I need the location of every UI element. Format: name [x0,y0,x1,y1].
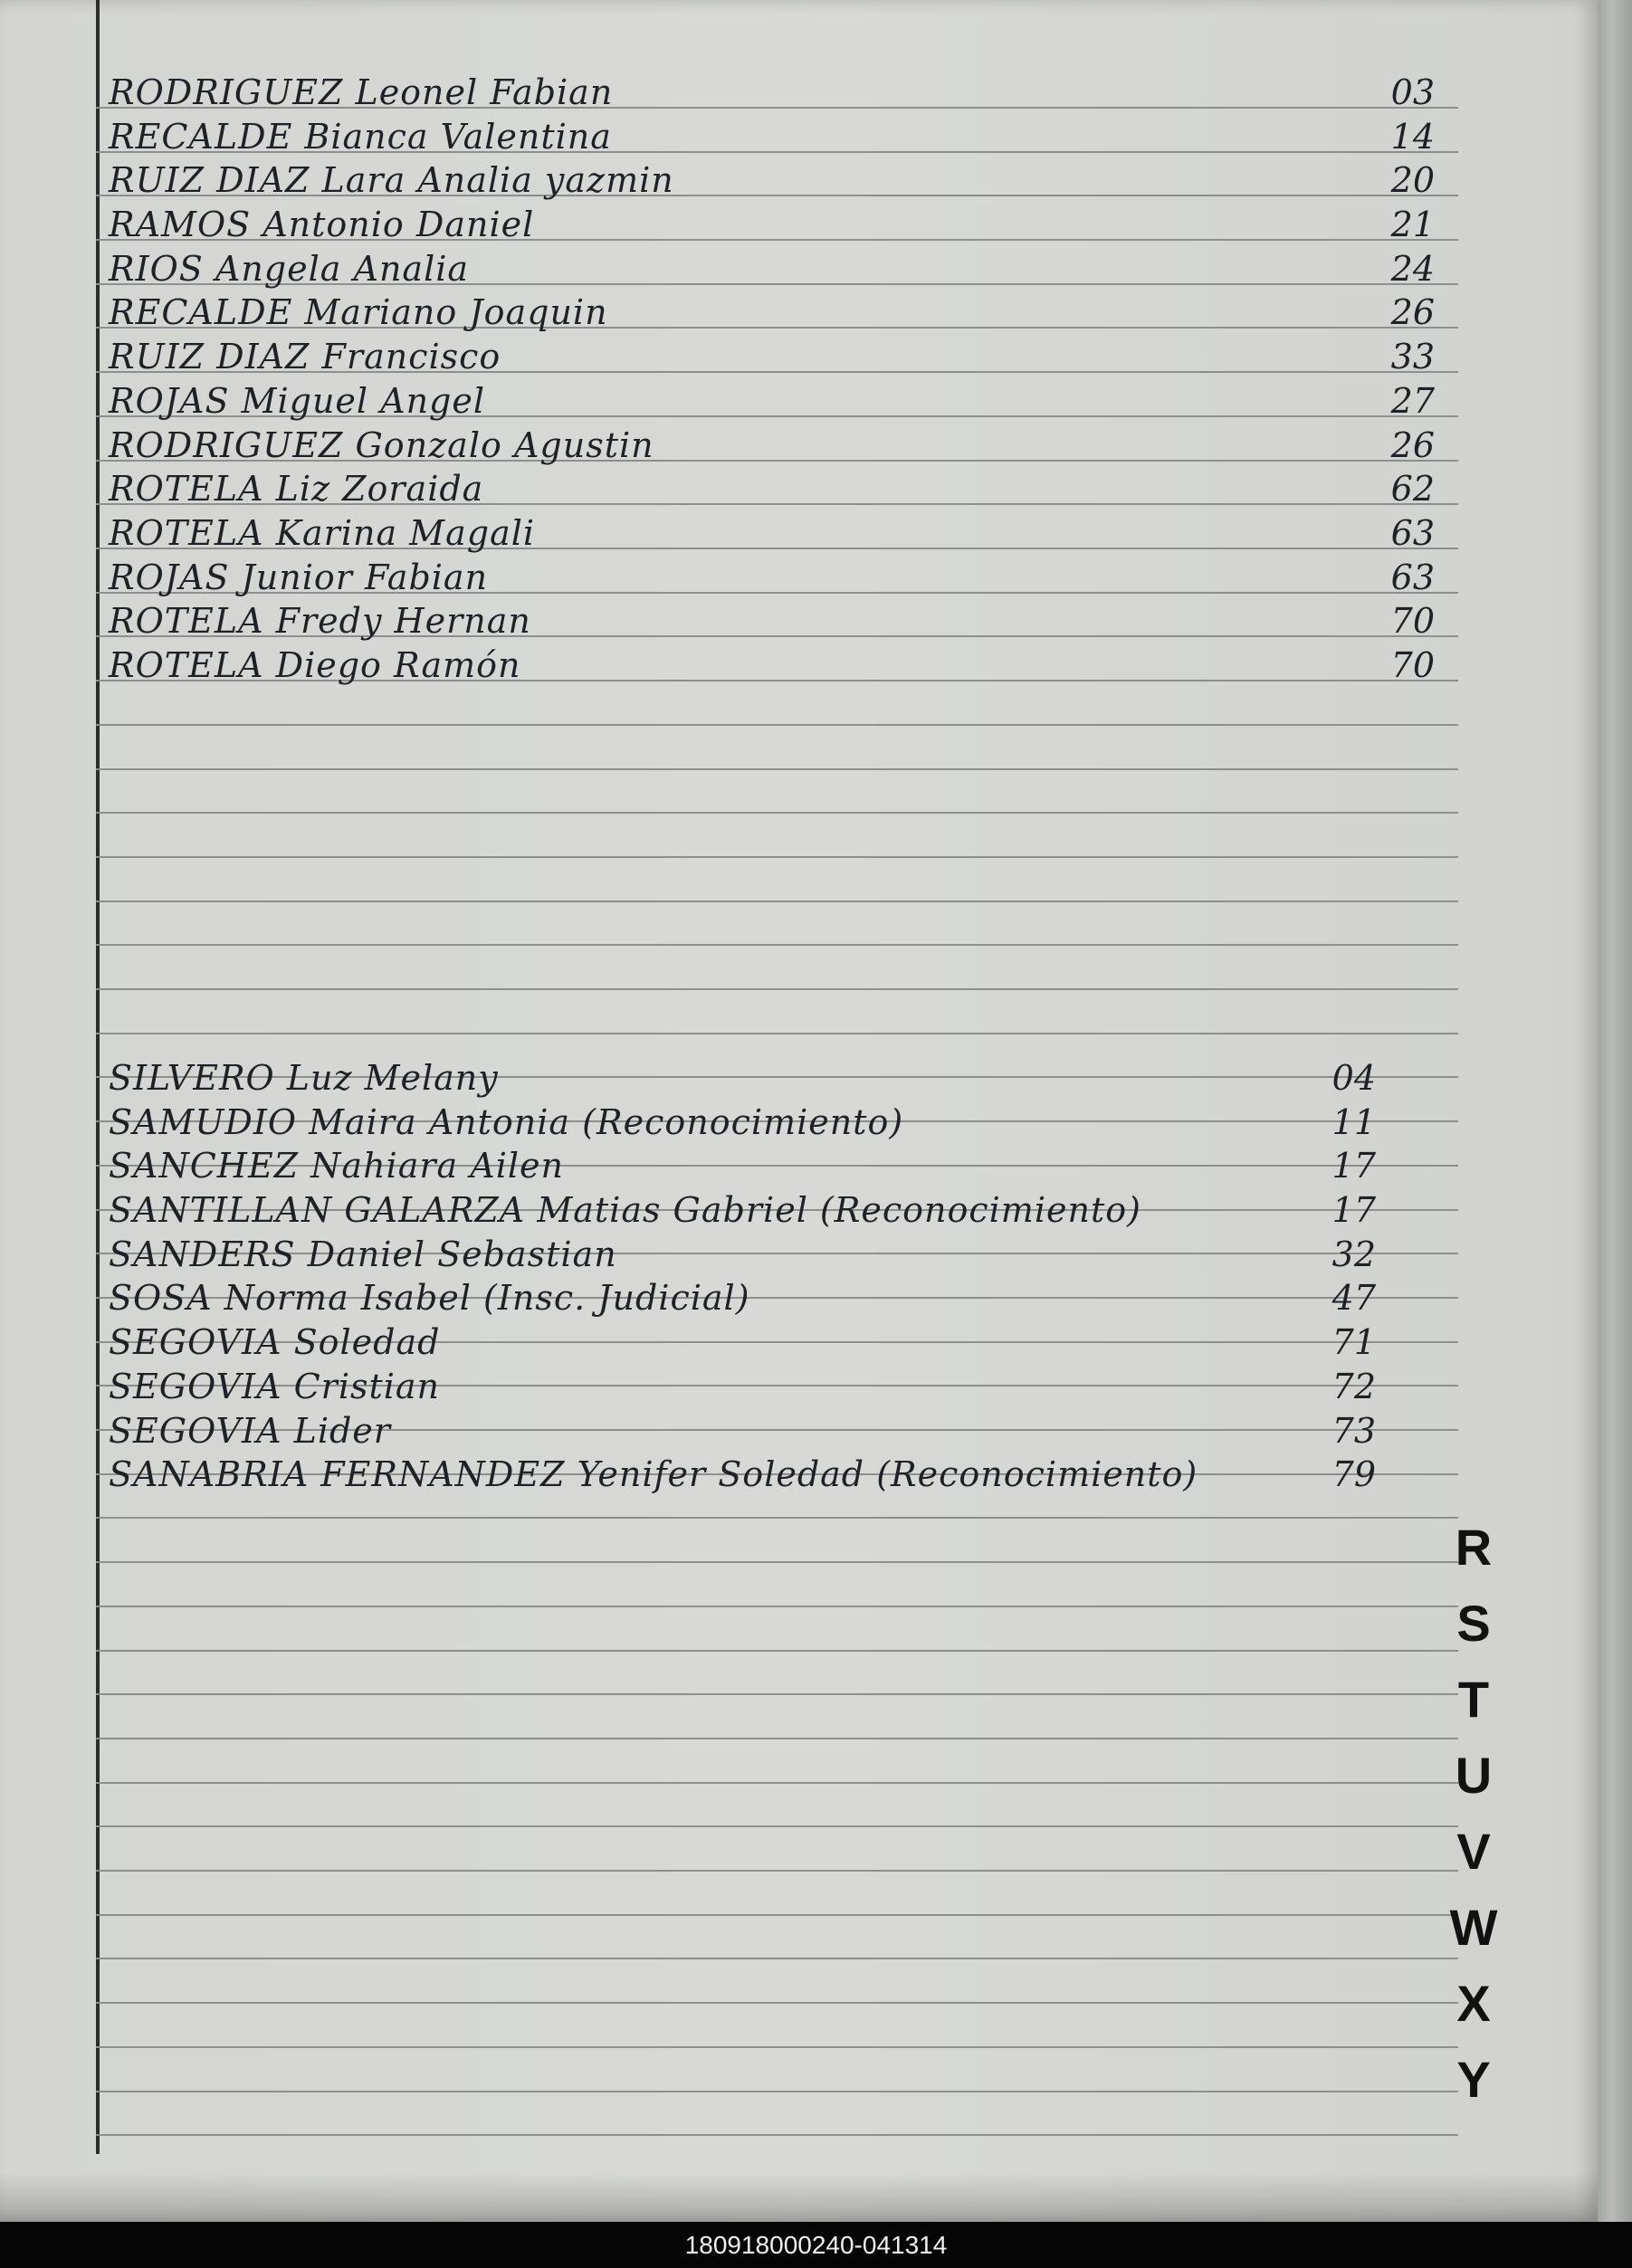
ledger-entry [0,467,1598,511]
ledger-entry [0,379,1598,424]
ruled-line [96,2134,1458,2136]
ruled-line [96,1561,1458,1563]
ledger-entry [0,556,1598,600]
ruled-line [96,1606,1458,1607]
entry-name: RUIZ DIAZ Lara Analia yazmin [109,160,674,201]
ledger-entry [0,1101,1598,1145]
entry-number: 73 [1331,1410,1376,1451]
entry-number: 21 [1390,205,1435,245]
ruled-line [96,1738,1458,1739]
ledger-entry [0,115,1598,159]
ledger-entry [0,1233,1598,1277]
ledger-entry [0,247,1598,291]
index-tab-t[interactable]: T [1457,1671,1490,1728]
entry-name: SEGOVIA Lider [109,1410,391,1451]
entry-number: 24 [1390,248,1435,289]
entry-number: 47 [1331,1278,1376,1319]
ruled-line [96,1870,1458,1872]
entry-name: RAMOS Antonio Daniel [109,205,535,245]
entry-number: 70 [1390,644,1435,685]
ruled-line [96,1782,1458,1784]
entry-number: 26 [1390,292,1435,333]
ruled-line [96,2002,1458,2004]
ruled-line [96,812,1458,814]
ledger-entry [0,335,1598,379]
entry-number: 33 [1390,337,1435,377]
ruled-line [96,988,1458,990]
ledger-entry [0,1409,1598,1453]
ledger-entry [0,1056,1598,1101]
entry-name: RECALDE Mariano Joaquin [109,292,608,333]
entry-name: ROTELA Diego Ramón [109,644,521,685]
scan-footer-code: 180918000240-041314 [0,2222,1632,2268]
ruled-line [96,1958,1458,1959]
index-tab-x[interactable]: X [1456,1975,1491,2032]
index-tab-v[interactable]: V [1456,1823,1491,1880]
ruled-line [96,1650,1458,1652]
entry-name: SANCHEZ Nahiara Ailen [109,1146,564,1186]
alphabet-index-tabs [1446,1510,1501,2118]
entry-name: SILVERO Luz Melany [109,1058,499,1098]
ledger-entry [0,1144,1598,1188]
entry-number: 04 [1331,1058,1376,1098]
ledger-entry [0,203,1598,247]
entry-number: 63 [1390,557,1435,597]
ledger-entry [0,1188,1598,1233]
ledger-entry [0,1320,1598,1365]
entry-name: SAMUDIO Maira Antonia (Reconocimiento) [109,1101,904,1142]
entry-name: SANDERS Daniel Sebastian [109,1234,617,1274]
entry-number: 27 [1390,380,1435,421]
ruled-line [96,1914,1458,1916]
entry-name: SANTILLAN GALARZA Matias Gabriel (Reconocimiento) [109,1190,1141,1231]
section-r-entries [0,72,1598,724]
entry-name: RUIZ DIAZ Francisco [109,337,501,377]
index-tab-y[interactable]: Y [1456,2051,1491,2108]
entry-number: 14 [1390,116,1435,157]
ledger-entry [0,511,1598,556]
entry-number: 17 [1331,1190,1376,1231]
index-tab-w[interactable]: W [1449,1899,1498,1956]
ruled-line [96,2046,1458,2048]
entry-name: SEGOVIA Cristian [109,1366,441,1406]
entry-number: 32 [1331,1234,1376,1274]
index-tab-r[interactable]: R [1455,1519,1493,1576]
entry-number: 72 [1331,1366,1376,1406]
entry-name: ROJAS Miguel Angel [109,380,486,421]
ruled-line [96,768,1458,770]
page-bottom-shadow [0,2172,1598,2222]
index-tab-u[interactable]: U [1455,1747,1493,1804]
ruled-line [96,901,1458,902]
entry-number: 26 [1390,424,1435,465]
entry-number: 71 [1331,1322,1376,1363]
entry-number: 79 [1331,1454,1376,1495]
ledger-entry [0,643,1598,688]
ledger-entry [0,291,1598,335]
ruled-line [96,1033,1458,1034]
ledger-entry [0,1276,1598,1320]
entry-number: 17 [1331,1146,1376,1186]
entry-number: 62 [1390,469,1435,510]
entry-name: ROTELA Liz Zoraida [109,469,484,510]
ledger-entry [0,71,1598,115]
ruled-line [96,856,1458,858]
ruled-line [96,944,1458,946]
ledger-entry [0,599,1598,643]
page-edge [1598,0,1632,2222]
entry-name: RIOS Angela Analia [109,248,470,289]
entry-name: RODRIGUEZ Leonel Fabian [109,72,614,112]
entry-name: SOSA Norma Isabel (Insc. Judicial) [109,1278,750,1319]
section-s-entries [0,1058,1598,1533]
entry-number: 11 [1331,1101,1376,1142]
ruled-line [96,1825,1458,1827]
entry-name: ROJAS Junior Fabian [109,557,489,597]
entry-name: SEGOVIA Soledad [109,1322,441,1363]
entry-name: ROTELA Fredy Hernan [109,601,531,642]
ledger-entry [0,158,1598,203]
ruled-line [96,724,1458,726]
ledger-entry [0,1365,1598,1409]
entry-number: 70 [1390,601,1435,642]
entry-number: 63 [1390,512,1435,553]
entry-number: 20 [1390,160,1435,201]
entry-number: 03 [1390,72,1435,112]
ledger-entry [0,1453,1598,1497]
entry-name: RECALDE Bianca Valentina [109,116,612,157]
entry-name: RODRIGUEZ Gonzalo Agustin [109,424,654,465]
ledger-entry [0,424,1598,468]
index-tab-s[interactable]: S [1456,1595,1491,1652]
entry-name: ROTELA Karina Magali [109,512,536,553]
entry-name: SANABRIA FERNANDEZ Yenifer Soledad (Reconocimiento) [109,1454,1198,1495]
ruled-line [96,2091,1458,2092]
ruled-line [96,1693,1458,1695]
